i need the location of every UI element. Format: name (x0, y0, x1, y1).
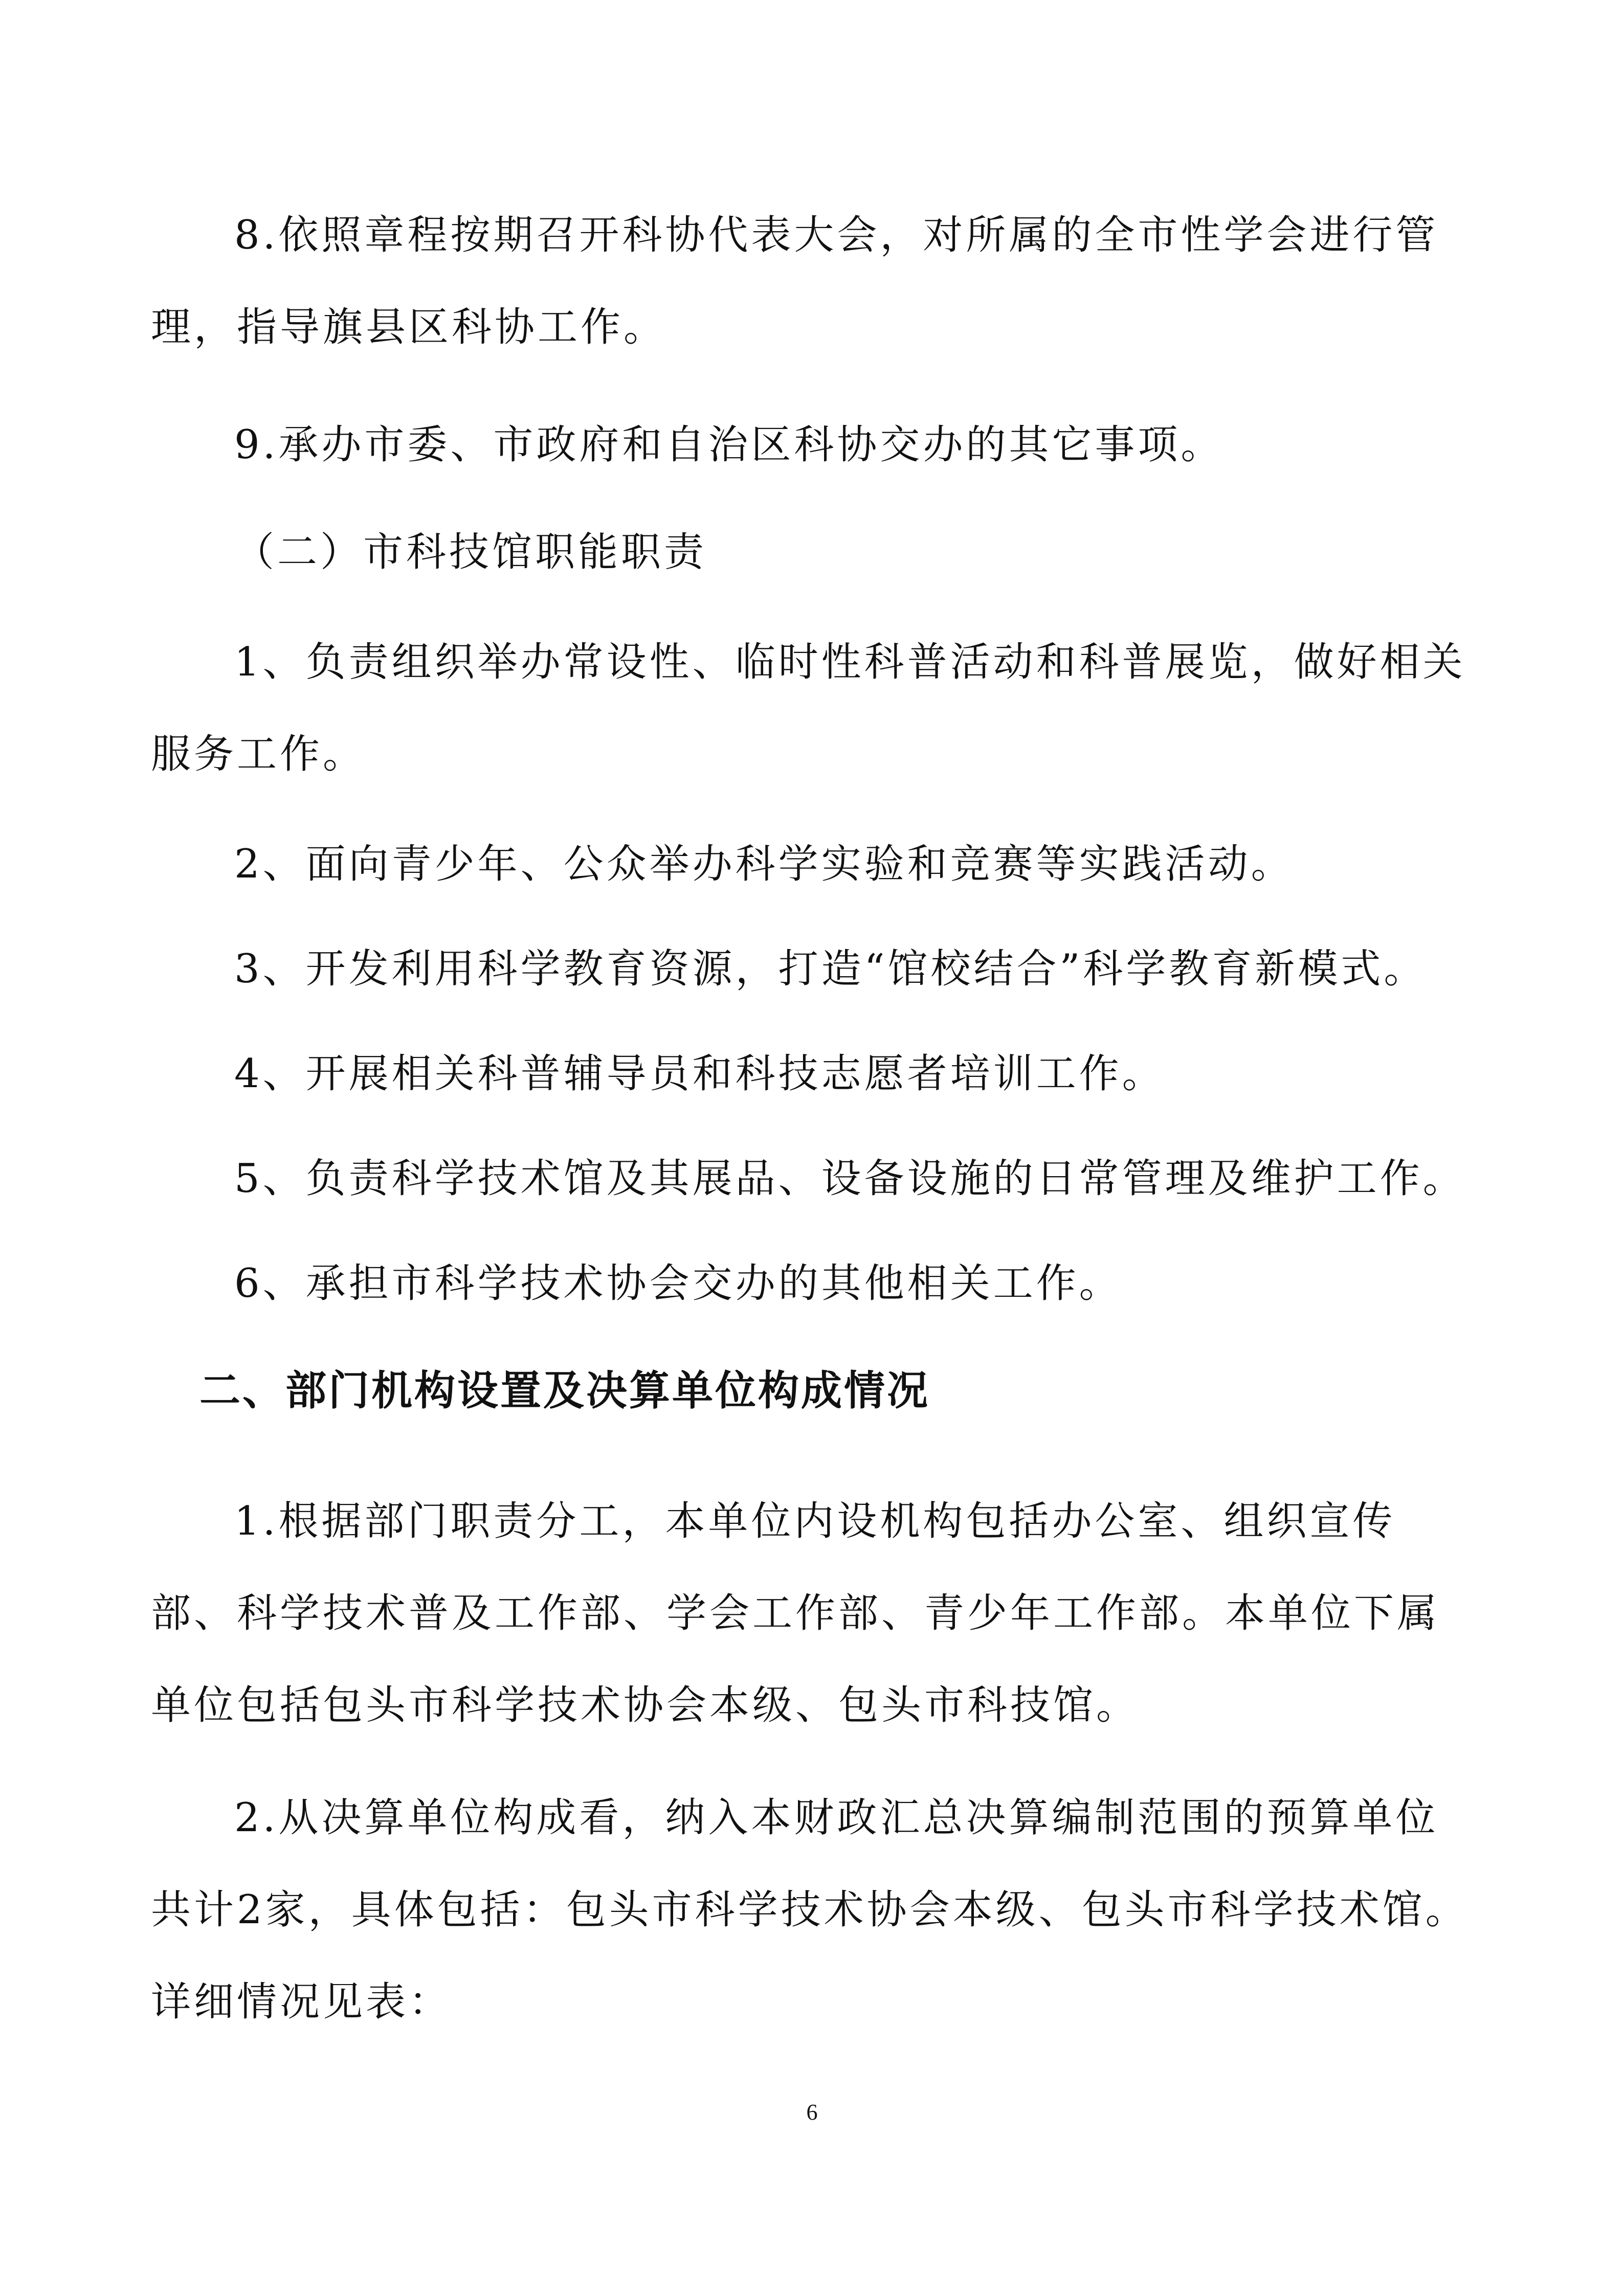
subsection-title-museum-duties: （二）市科技馆职能职责 (234, 529, 707, 575)
paragraph-museum-duty-3: 3、开发利用科学教育资源，打造“馆校结合”科学教育新模式。 (234, 946, 1427, 992)
paragraph-museum-duty-5: 5、负责科学技术馆及其展品、设备设施的日常管理及维护工作。 (234, 1156, 1466, 1202)
paragraph-duty-8: 8.依照章程按期召开科协代表大会，对所属的全市性学会进行管理，指导旗县区科协工作。 (151, 212, 1439, 350)
paragraph-museum-duty-4: 4、开展相关科普辅导员和科技志愿者培训工作。 (234, 1051, 1165, 1097)
paragraph-museum-duty-2: 2、面向青少年、公众举办科学实验和竞赛等实践活动。 (234, 841, 1294, 887)
paragraph-duty-9: 9.承办市委、市政府和自治区科协交办的其它事项。 (234, 422, 1224, 468)
paragraph-museum-duty-1: 1、负责组织举办常设性、临时性科普活动和科普展览，做好相关服务工作。 (151, 639, 1466, 777)
section-heading-org-structure: 二、部门机构设置及决算单位构成情况 (199, 1367, 930, 1414)
page-number: 6 (806, 2100, 818, 2125)
paragraph-museum-duty-6: 6、承担市科学技术协会交办的其他相关工作。 (234, 1260, 1122, 1307)
paragraph-org-1: 1.根据部门职责分工，本单位内设机构包括办公室、组织宣传部、科学技术普及工作部、学会工作部、青少年工作部。本单位下属单位包括包头市科学技术协会本级、包头市科技馆。 (151, 1498, 1440, 1728)
paragraph-org-2: 2.从决算单位构成看，纳入本财政汇总决算编制范围的预算单位共计2家，具体包括：包头市科学技术协会本级、包头市科学技术馆。详细情况见表： (151, 1795, 1469, 2025)
